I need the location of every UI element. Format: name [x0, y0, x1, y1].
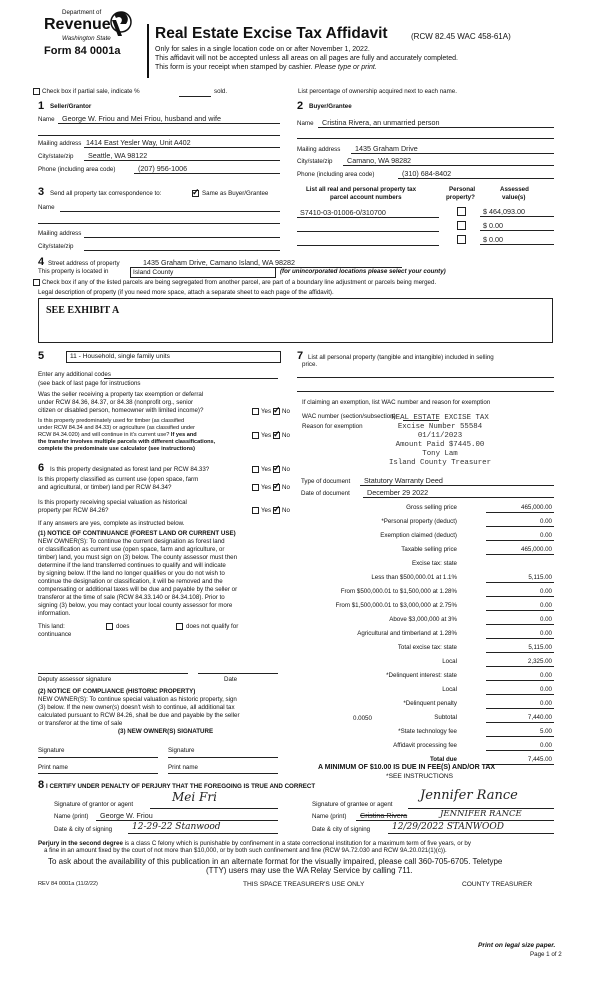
- tax-row-line: [486, 722, 554, 723]
- notice-line: continue the designation or classification, it will be removed and the: [38, 578, 223, 585]
- tax-row-line: [486, 610, 554, 611]
- value-line: [480, 230, 554, 231]
- partial-sale-label: Check box if partial sale, indicate %: [42, 88, 140, 95]
- state-line: Washington State: [62, 35, 111, 42]
- tax-row-label: From $1,500,000.01 to $3,000,000 at 2.75%: [335, 602, 457, 609]
- seller-name[interactable]: George W. Friou and Mei Friou, husband and wife: [62, 114, 222, 123]
- seller-city-line: [84, 160, 280, 161]
- current-use-no-checkbox[interactable]: [273, 484, 280, 491]
- tax-row-value[interactable]: 0.00: [539, 686, 552, 693]
- grantee-name[interactable]: JENNIFER RANCE: [440, 809, 522, 819]
- deputy-label: Deputy assessor signature: [38, 676, 112, 683]
- notice-line: timber) land, you must sign on (3) below. The county assessor must then: [38, 554, 238, 561]
- notice-3-title: (3) NEW OWNER(S) SIGNATURE: [118, 728, 214, 735]
- street-label: Street address of property: [48, 260, 120, 267]
- doc-type-line: [360, 485, 554, 486]
- tax-row-label: Affidavit processing fee: [393, 742, 457, 749]
- buyer-name-line-2: [297, 138, 554, 139]
- notice-1-title: (1) NOTICE OF CONTINUANCE (FOREST LAND OR CURRENT USE): [38, 530, 236, 537]
- sec3-mail-label: Mailing address: [38, 230, 82, 237]
- new-owner-sig-field-2[interactable]: [168, 757, 278, 758]
- buyer-name-line: [318, 127, 554, 128]
- county-select[interactable]: Island County: [130, 267, 276, 278]
- tax-row-value[interactable]: 2,325.00: [527, 658, 552, 665]
- tax-row-value[interactable]: 0.00: [539, 700, 552, 707]
- form-rcw: (RCW 82.45 WAC 458-61A): [411, 32, 511, 41]
- tax-row-value[interactable]: 0.00: [539, 602, 552, 609]
- located-label: This property is located in: [38, 268, 109, 275]
- q-current-use-1: Is this property classified as current use (open space, farm: [38, 476, 199, 483]
- form-title: Real Estate Excise Tax Affidavit: [155, 25, 388, 42]
- uninc-note: (for unincorporated locations please select your county): [280, 268, 446, 275]
- seller-city-label: City/state/zip: [38, 153, 74, 160]
- notice-line: information.: [38, 610, 71, 617]
- q-timber-3: RCW 84.34.020) and will continue in it's current use? If yes and: [38, 432, 197, 438]
- tax-row-line: [486, 512, 554, 513]
- stamp-line: REAL ESTATE EXCISE TAX: [391, 414, 489, 422]
- local-rate: 0.0050: [353, 715, 372, 722]
- partial-pct-field[interactable]: [179, 96, 211, 97]
- new-owner-sig-field[interactable]: [38, 757, 158, 758]
- tax-row-line: [486, 708, 554, 709]
- personal-property-checkbox[interactable]: [457, 207, 466, 216]
- tax-row-value[interactable]: 0.00: [539, 518, 552, 525]
- segregated-checkbox[interactable]: [33, 279, 40, 286]
- yes-label: Yes: [261, 466, 272, 473]
- parcel-header-1: List all real and personal property tax: [306, 186, 417, 193]
- no-label: No: [282, 432, 290, 439]
- reason-label: Reason for exemption: [302, 423, 363, 430]
- seller-phone-line: [134, 173, 280, 174]
- parcel-line[interactable]: [297, 231, 439, 232]
- grantee-date-city[interactable]: 12/29/2022 STANWOOD: [392, 822, 505, 832]
- current-use-yes-checkbox[interactable]: [252, 484, 259, 491]
- q-exempt-1: Was the seller receiving a property tax exemption or deferral: [38, 391, 204, 398]
- tax-row-value[interactable]: 7,440.00: [527, 714, 552, 721]
- notice-line: (3) below. If the new owner(s) doesn't wish to continue, all additional tax: [38, 704, 235, 711]
- see-back: (see back of last page for instructions: [38, 380, 141, 387]
- county-treasurer: COUNTY TREASURER: [462, 881, 533, 888]
- tax-row-label: Excise tax: state: [411, 560, 457, 567]
- assessed-value[interactable]: $ 0.00: [483, 221, 503, 230]
- partial-sold: sold.: [214, 88, 228, 95]
- header-note-1: Only for sales in a single location code on or after November 1, 2022.: [155, 46, 370, 53]
- parcel-header-3b: value(s): [502, 194, 526, 201]
- q-timber-4: the transfer involves multiple parcels with different classifications,: [38, 439, 216, 445]
- value-line: [480, 216, 554, 217]
- sec7-text-2: price.: [302, 361, 318, 368]
- seller-name-line: [58, 123, 280, 124]
- tax-row-label: Taxable selling price: [401, 546, 457, 553]
- tax-row-line: [486, 750, 554, 751]
- timber-yes-checkbox[interactable]: [252, 432, 259, 439]
- tax-row-value[interactable]: 0.00: [539, 630, 552, 637]
- historic-no-checkbox[interactable]: [273, 507, 280, 514]
- parcel-line: [297, 217, 439, 218]
- tax-row-line: [486, 624, 554, 625]
- wac-label: WAC number (section/subsection): [302, 413, 396, 420]
- doc-date-label: Date of document: [301, 490, 350, 497]
- sec3-city-field[interactable]: [84, 250, 280, 251]
- doc-date-line: [363, 497, 554, 498]
- ask-line-2: (TTY) users may use the WA Relay Service by calling 711.: [206, 866, 413, 875]
- buyer-mail[interactable]: 1435 Graham Drive: [355, 144, 418, 153]
- tax-row-line: [486, 736, 554, 737]
- parcel-header-3: Assessed: [500, 186, 529, 193]
- tax-row-label: Subtotal: [434, 714, 457, 721]
- assessed-value[interactable]: $ 464,093.00: [483, 207, 525, 216]
- sec7-text-1: List all personal property (tangible and intangible) included in selling: [308, 354, 494, 361]
- tax-row-line: [486, 540, 554, 541]
- timber-no-checkbox[interactable]: [273, 432, 280, 439]
- sec3-city-label: City/state/zip: [38, 243, 74, 250]
- grantor-name-line: [96, 820, 278, 821]
- grantor-name[interactable]: George W. Friou: [100, 811, 153, 820]
- no-label: No: [282, 408, 290, 415]
- does-label: does: [116, 623, 130, 630]
- stamp-line: Island County Treasurer: [388, 459, 492, 467]
- q-timber-1: Is this property predominately used for timber (as classified: [38, 418, 185, 424]
- grantor-date-city[interactable]: 12-29-22 Stanwood: [132, 822, 221, 832]
- grantor-date-line: [128, 833, 278, 834]
- grantor-signature[interactable]: Mei Fri: [172, 790, 217, 804]
- grantee-sig-label: Signature of grantee or agent: [312, 801, 393, 808]
- notice-line: signing (3) below, you may contact your local county assessor for more: [38, 602, 233, 609]
- minimum-due: A MINIMUM OF $10.00 IS DUE IN FEE(S) AND/OR TAX: [318, 764, 496, 771]
- grantee-name-struck: Cristina Rivera: [360, 811, 408, 820]
- tax-row-label: From $500,000.01 to $1,500,000 at 1.28%: [340, 588, 457, 595]
- tax-row-label: Above $3,000,000 at 3%: [389, 616, 457, 623]
- stamp-line: Excise Number 55584: [397, 423, 483, 431]
- header-note-3: This form is your receipt when stamped by cashier. Please type or print.: [155, 64, 377, 71]
- sec3-name-label: Name: [38, 204, 55, 211]
- rev-number: REV 84 0001a (11/2/22): [38, 881, 98, 887]
- print-name-field-2[interactable]: [168, 773, 278, 774]
- seller-name-line-2: [38, 135, 280, 136]
- tax-row-value[interactable]: 0.00: [539, 532, 552, 539]
- ask-line-1: To ask about the availability of this publication in an alternate format for the visually impaired, please call 360-705-6705. Teletype: [48, 857, 503, 866]
- notice-line: NEW OWNER(S): To continue the current designation as forest land: [38, 538, 225, 545]
- forest-no-checkbox[interactable]: [273, 466, 280, 473]
- tax-row-value[interactable]: 7,445.00: [527, 756, 552, 763]
- print-name-label: Print name: [38, 764, 68, 771]
- does-not-label: does not qualify for: [186, 623, 239, 630]
- buyer-phone[interactable]: (310) 684-8402: [402, 169, 452, 178]
- tax-row-value[interactable]: 465,000.00: [521, 504, 552, 511]
- grantee-name-label: Name (print): [312, 813, 347, 820]
- stamp-line: Amount Paid $7445.00: [395, 441, 485, 449]
- exempt-note: If claiming an exemption, list WAC number and reason for exemption: [302, 399, 491, 406]
- partial-sale-checkbox[interactable]: [33, 88, 40, 95]
- buyer-city[interactable]: Camano, WA 98282: [347, 156, 412, 165]
- buyer-phone-line: [398, 178, 554, 179]
- tax-row-label: Less than $500,000.01 at 1.1%: [371, 574, 457, 581]
- notice-line: compensating or additional taxes will be due and payable by the seller or: [38, 586, 238, 593]
- buyer-city-line: [343, 165, 554, 166]
- tax-row-line: [486, 666, 554, 667]
- sec8-num: 8: [38, 779, 45, 791]
- buyer-phone-label: Phone (including area code): [297, 171, 375, 178]
- tax-row-line: [486, 694, 554, 695]
- no-label: No: [282, 466, 290, 473]
- notice-line: or transferor at the time of sale: [38, 720, 123, 727]
- segregated-label: Check box if any of the listed parcels are being segregated from another parcel, are part of a boundary line adjustment or parcels being merged.: [42, 279, 437, 286]
- grantee-name-line: [356, 820, 554, 821]
- tax-row-line: [486, 526, 554, 527]
- sec2-num: 2: [297, 100, 304, 112]
- this-land-label: This land:: [38, 623, 65, 630]
- tax-row-value[interactable]: 5,115.00: [528, 644, 552, 651]
- grantor-name-label: Name (print): [54, 813, 89, 820]
- tax-row-label: Total excise tax: state: [397, 644, 457, 651]
- doc-date[interactable]: December 29 2022: [367, 488, 429, 497]
- notice-line: determine if the land transferred continues to qualify and will indicate: [38, 562, 226, 569]
- seller-city[interactable]: Seattle, WA 98122: [88, 151, 148, 160]
- notice-line: transferor at the time of sale (RCW 84.33.140 or 84.34.108). Prior to: [38, 594, 225, 601]
- seller-mail-line: [84, 147, 280, 148]
- seller-phone[interactable]: (207) 956-1006: [138, 164, 188, 173]
- notice-line: calculated pursuant to RCW 84.26, shall be due and payable by the seller: [38, 712, 240, 719]
- does-not-checkbox[interactable]: [176, 623, 183, 630]
- tax-row-value[interactable]: 0.00: [539, 672, 552, 679]
- tax-row-label: Local: [442, 658, 457, 665]
- dept-line: Department of: [62, 9, 102, 16]
- tax-row-value[interactable]: 0.00: [539, 588, 552, 595]
- buyer-name[interactable]: Cristina Rivera, an unmarried person: [322, 118, 440, 127]
- parcel-header-2b: property?: [446, 194, 475, 201]
- tax-row-label: *State technology fee: [398, 728, 457, 735]
- notice-line: NEW OWNER(S): To continue special valuation as historic property, sign: [38, 696, 237, 703]
- see-instructions: *SEE INSTRUCTIONS: [386, 773, 454, 780]
- tax-row-value[interactable]: 465,000.00: [521, 546, 552, 553]
- tax-row-line: [486, 652, 554, 653]
- deputy-date-field[interactable]: [198, 673, 278, 674]
- treasurer-only: THIS SPACE TREASURER'S USE ONLY: [243, 881, 365, 888]
- exempt-yes-checkbox[interactable]: [252, 408, 259, 415]
- tax-row-label: Gross selling price: [406, 504, 457, 511]
- personal-property-checkbox[interactable]: [457, 221, 466, 230]
- seller-mail-label: Mailing address: [38, 140, 82, 147]
- tax-row-line: [486, 764, 554, 765]
- legal-desc-label: Legal description of property (if you need more space, attach a separate sheet to each page of the affidavit).: [38, 289, 334, 296]
- personal-property-checkbox[interactable]: [457, 235, 466, 244]
- grantee-signature[interactable]: Jennifer Rance: [420, 788, 518, 803]
- buyer-heading: Buyer/Grantee: [309, 103, 352, 110]
- tax-row-value[interactable]: 5.00: [539, 728, 552, 735]
- sec3-mail-field[interactable]: [84, 237, 280, 238]
- page-number: Page 1 of 2: [530, 951, 562, 958]
- sec5-num: 5: [38, 350, 45, 362]
- sec6-num: 6: [38, 462, 45, 474]
- perjury-line-1: Perjury in the second degree is a class C felony which is punishable by confinement in a state correctional institution for a maximum term of five years, or by: [38, 840, 471, 847]
- tax-row-value[interactable]: 5,115.00: [528, 574, 552, 581]
- tax-row-label: *Delinquent penalty: [403, 700, 457, 707]
- sec3-name-line-2: [38, 223, 280, 224]
- q-exempt-3: citizen or disabled person, homeowner with limited income)?: [38, 407, 204, 414]
- sec3-text: Send all property tax correspondence to:: [50, 190, 162, 197]
- deputy-date-label: Date: [224, 676, 238, 683]
- tax-row-label: Exemption claimed (deduct): [380, 532, 457, 539]
- tax-row-line: [486, 596, 554, 597]
- forest-yes-checkbox[interactable]: [252, 466, 259, 473]
- dor-logo-icon: [110, 10, 132, 36]
- header-divider: [147, 24, 149, 78]
- if-yes-note: If any answers are yes, complete as instructed below.: [38, 520, 185, 527]
- perjury-line-2: a fine in an amount fixed by the court of not more than $10,000, or by both such confinement and fine (RCW 9A.72.030 and RCW 9A.20.021(1)(c)).: [44, 847, 447, 854]
- sec3-name-field[interactable]: [60, 211, 280, 212]
- no-label: No: [282, 484, 290, 491]
- seller-phone-label: Phone (including area code): [38, 166, 116, 173]
- buyer-name-label: Name: [297, 120, 314, 127]
- seller-heading: Seller/Grantor: [50, 103, 92, 110]
- property-street[interactable]: 1435 Graham Drive, Camano Island, WA 98282: [143, 258, 295, 267]
- value-line: [480, 244, 554, 245]
- addl-codes-field[interactable]: [104, 378, 278, 379]
- same-as-buyer-label: Same as Buyer/Grantee: [202, 190, 269, 197]
- land-use-select[interactable]: 11 - Household, single family units: [66, 351, 281, 363]
- grantor-date-label: Date & city of signing: [54, 826, 113, 833]
- sec1-num: 1: [38, 100, 45, 112]
- personal-property-field[interactable]: [297, 377, 554, 378]
- sec7-num: 7: [297, 350, 304, 362]
- no-label: No: [282, 507, 290, 514]
- legal-paper-note: Print on legal size paper.: [478, 942, 556, 949]
- assessed-value[interactable]: $ 0.00: [483, 235, 503, 244]
- q-exempt-2: under RCW 84.36, 84.37, or 84.38 (nonprofit org., senior: [38, 399, 194, 406]
- seller-name-label: Name: [38, 116, 55, 123]
- buyer-city-label: City/state/zip: [297, 158, 333, 165]
- parcel-header-1b: parcel account numbers: [330, 194, 402, 201]
- q-historic-1: Is this property receiving special valuation as historical: [38, 499, 187, 506]
- personal-property-line-2: [297, 391, 554, 392]
- addl-codes-label: Enter any additional codes: [38, 371, 111, 378]
- q-timber-2: under RCW 84.34 and 84.33) or agriculture (as classified under: [38, 425, 196, 431]
- sec4-num: 4: [38, 256, 45, 268]
- parcel-header-2: Personal: [449, 186, 476, 193]
- grantee-date-label: Date & city of signing: [312, 826, 371, 833]
- tax-row-label: Agricultural and timberland at 1.28%: [357, 630, 457, 637]
- yes-label: Yes: [261, 507, 272, 514]
- list-pct-note: List percentage of ownership acquired next to each name.: [298, 88, 457, 95]
- notice-2-title: (2) NOTICE OF COMPLIANCE (HISTORIC PROPERTY): [38, 688, 196, 695]
- tax-row-label: *Personal property (deduct): [381, 518, 457, 525]
- tax-row-line: [486, 554, 554, 555]
- q-timber-5: complete the predominate use calculator (see instructions): [38, 446, 195, 452]
- doc-type-label: Type of document: [301, 478, 351, 485]
- yes-label: Yes: [261, 484, 272, 491]
- tax-row-label: *Delinquent interest: state: [386, 672, 457, 679]
- stamp-line: Tony Lam: [422, 450, 458, 458]
- agency-name: Revenue: [44, 16, 111, 33]
- same-as-buyer-checkbox[interactable]: [192, 190, 199, 197]
- exempt-no-checkbox[interactable]: [273, 408, 280, 415]
- tax-row-line: [486, 680, 554, 681]
- notice-line: or classification as current use (open space, farm and agriculture, or: [38, 546, 225, 553]
- form-number: Form 84 0001a: [44, 45, 121, 57]
- print-name-field[interactable]: [38, 773, 158, 774]
- new-owner-sig-label: Signature: [38, 747, 65, 754]
- doc-type[interactable]: Statutory Warranty Deed: [364, 476, 443, 485]
- grantor-sig-line: [150, 808, 278, 809]
- parcel-line[interactable]: [297, 245, 439, 246]
- yes-label: Yes: [261, 408, 272, 415]
- yes-label: Yes: [261, 432, 272, 439]
- new-owner-sig-label-2: Signature: [168, 747, 195, 754]
- does-checkbox[interactable]: [106, 623, 113, 630]
- continuance-label: continuance: [38, 631, 72, 638]
- q-historic-2: property per RCW 84.26?: [38, 507, 109, 514]
- tax-row-line: [486, 582, 554, 583]
- print-name-label-2: Print name: [168, 764, 198, 771]
- historic-yes-checkbox[interactable]: [252, 507, 259, 514]
- q-current-use-2: and agricultural, or timber) land per RCW 84.34?: [38, 484, 172, 491]
- parcel-number[interactable]: S7410-03-01006-0/310700: [300, 208, 386, 217]
- tax-row-value[interactable]: 0.00: [539, 616, 552, 623]
- grantor-sig-label: Signature of grantor or agent: [54, 801, 134, 808]
- buyer-mail-label: Mailing address: [297, 146, 341, 153]
- deputy-signature-field[interactable]: [38, 673, 188, 674]
- legal-desc-value: SEE EXHIBIT A: [46, 305, 120, 316]
- tax-row-label: Local: [442, 686, 457, 693]
- notice-line: by signing below. If the land no longer qualifies or you do not wish to: [38, 570, 225, 577]
- tax-row-label: Total due: [429, 756, 457, 763]
- certify-text: I CERTIFY UNDER PENALTY OF PERJURY THAT THE FOREGOING IS TRUE AND CORRECT: [46, 783, 316, 790]
- buyer-mail-line: [351, 153, 554, 154]
- header-note-2: This affidavit will not be accepted unless all areas on all pages are fully and accurately completed.: [155, 55, 458, 62]
- sec3-num: 3: [38, 186, 45, 198]
- stamp-line: 01/11/2023: [417, 432, 463, 440]
- seller-mail[interactable]: 1414 East Yesler Way, Unit A402: [86, 138, 191, 147]
- tax-row-line: [486, 638, 554, 639]
- q-forest: Is this property designated as forest land per RCW 84.33?: [50, 466, 210, 473]
- grantee-date-line: [388, 833, 554, 834]
- tax-row-value[interactable]: 0.00: [539, 742, 552, 749]
